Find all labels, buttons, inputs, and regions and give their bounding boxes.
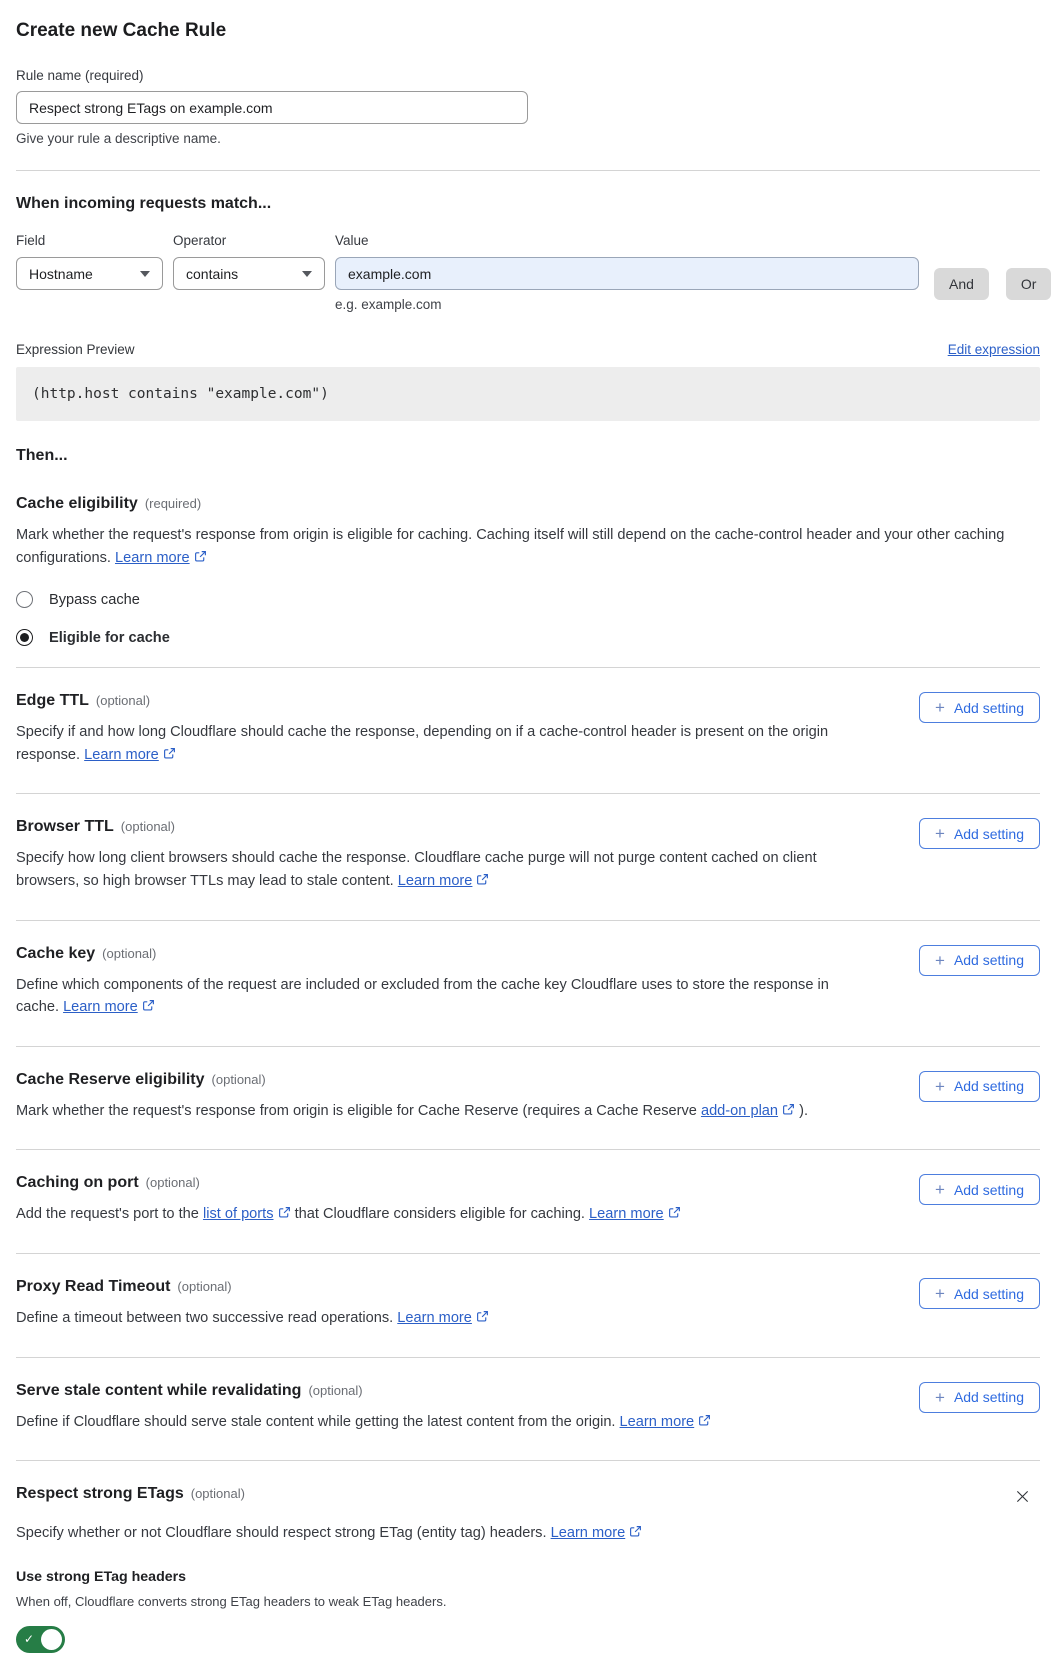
learn-more-link[interactable]: Learn more <box>397 1310 472 1327</box>
optional-badge: (optional) <box>102 945 157 961</box>
plus-icon: + <box>935 1180 945 1200</box>
optional-badge: (optional) <box>120 819 175 835</box>
setting-section <box>16 1253 1040 1357</box>
setting-section-left <box>16 945 866 1019</box>
plus-icon: + <box>935 950 945 970</box>
value-helper: e.g. example.com <box>335 297 442 312</box>
add-setting-button[interactable] <box>919 1382 1040 1413</box>
expression-preview-label: Expression Preview <box>16 342 135 357</box>
radio-dot <box>20 633 29 642</box>
rule-name-input[interactable] <box>16 91 528 124</box>
external-link-icon <box>629 1525 642 1538</box>
optional-badge: (optional) <box>95 693 151 709</box>
field-label: Field <box>16 233 46 248</box>
add-setting-button[interactable] <box>919 692 1040 723</box>
setting-section <box>16 920 1040 1046</box>
setting-title: Browser TTL <box>16 818 114 836</box>
respect-strong-etags-title: Respect strong ETags <box>16 1485 184 1503</box>
setting-head <box>16 945 866 963</box>
learn-more-link[interactable]: list of ports <box>202 1206 274 1223</box>
external-link-icon <box>782 1103 795 1116</box>
plus-icon: + <box>935 1387 945 1407</box>
cache-eligibility-head <box>16 495 1040 513</box>
optional-badge: (optional) <box>145 1175 200 1191</box>
optional-badge: (optional) <box>211 1071 266 1087</box>
add-setting-label: Add setting <box>953 1389 1024 1406</box>
radio-label: Eligible for cache <box>49 629 170 646</box>
rule-name-helper: Give your rule a descriptive name. <box>16 131 221 146</box>
cache-eligibility-option[interactable] <box>16 629 1040 646</box>
strong-etag-toggle[interactable] <box>16 1626 65 1653</box>
setting-section <box>16 667 1040 793</box>
setting-head <box>16 1071 808 1089</box>
add-setting-label: Add setting <box>953 1181 1024 1198</box>
setting-description: Mark whether the request's response from origin is eligible for Cache Reserve (requires a Cache Reserve add-on plan ). <box>16 1102 809 1119</box>
setting-description: Define which components of the request are included or excluded from the cache key Cloudflare uses to store the response in cache. Learn more <box>16 976 829 1016</box>
divider <box>16 170 1040 171</box>
external-link-icon <box>698 1414 711 1427</box>
optional-badge: (optional) <box>308 1382 363 1398</box>
add-setting-button[interactable] <box>919 818 1040 849</box>
add-setting-button[interactable] <box>919 1071 1040 1102</box>
operator-select[interactable] <box>173 257 325 290</box>
add-setting-label: Add setting <box>953 825 1024 842</box>
cache-eligibility-description <box>16 524 1026 569</box>
plus-icon: + <box>935 1076 945 1096</box>
field-column <box>16 233 163 290</box>
cache-eligibility-options <box>16 591 1040 646</box>
external-link-icon <box>476 1310 489 1323</box>
setting-description: Specify how long client browsers should cache the response. Cloudflare cache purge will not purge content cached on client browsers, so high browser TTLs may lead to stale content. Learn more <box>16 850 817 890</box>
respect-strong-etags-description <box>16 1522 1026 1545</box>
setting-head <box>16 1278 489 1296</box>
add-setting-button[interactable] <box>919 1278 1040 1309</box>
radio-icon <box>16 629 33 646</box>
external-link-icon <box>278 1206 291 1219</box>
plus-icon: + <box>935 1284 945 1304</box>
close-icon[interactable] <box>1011 1485 1034 1511</box>
setting-section-left <box>16 692 866 766</box>
radio-icon <box>16 591 33 608</box>
cache-eligibility-description-text: Mark whether the request's response from origin is eligible for caching. Caching itself will still depend on the cache-control header and your other caching configurations. <box>16 527 1005 566</box>
setting-description: Define if Cloudflare should serve stale content while getting the latest content from the origin. Learn more <box>16 1411 711 1434</box>
matcher-heading: When incoming requests match... <box>16 195 272 212</box>
edit-expression-link[interactable]: Edit expression <box>947 342 1040 357</box>
external-link-icon <box>194 550 207 563</box>
add-setting-button[interactable] <box>919 945 1040 976</box>
setting-section <box>16 1149 1040 1253</box>
setting-head <box>16 1174 681 1192</box>
and-button[interactable]: And <box>934 268 989 300</box>
strong-etag-headers-label: Use strong ETag headers <box>16 1568 187 1585</box>
external-link-icon <box>142 999 155 1012</box>
operator-column <box>173 233 325 290</box>
optional-badge: (optional) <box>190 1486 245 1502</box>
setting-section <box>16 1357 1040 1461</box>
respect-strong-etags-head <box>16 1485 1040 1511</box>
learn-more-link[interactable]: Learn more <box>550 1525 626 1542</box>
respect-strong-etags-title-row <box>16 1485 245 1503</box>
setting-section-left <box>16 1071 808 1123</box>
learn-more-link[interactable]: Learn more <box>63 999 138 1016</box>
setting-section-left <box>16 1382 711 1434</box>
learn-more-link[interactable]: Learn more <box>114 549 190 566</box>
rule-name-label: Rule name (required) <box>16 68 144 83</box>
setting-section-left <box>16 1278 489 1330</box>
setting-title: Serve stale content while revalidating <box>16 1381 302 1399</box>
setting-head <box>16 1382 711 1400</box>
rule-name-group <box>16 68 1040 146</box>
chevron-down-icon <box>302 271 312 277</box>
then-heading: Then... <box>16 447 68 464</box>
operator-label: Operator <box>173 233 227 248</box>
optional-badge: (optional) <box>177 1279 232 1295</box>
and-or-buttons <box>934 233 1051 300</box>
cache-eligibility-section <box>16 495 1040 646</box>
setting-head <box>16 692 866 710</box>
plus-icon: + <box>935 824 945 844</box>
or-button[interactable]: Or <box>1006 268 1052 300</box>
add-setting-label: Add setting <box>953 952 1024 969</box>
setting-title: Proxy Read Timeout <box>16 1278 171 1296</box>
add-setting-label: Add setting <box>953 1285 1024 1302</box>
cache-eligibility-option[interactable] <box>16 591 1040 608</box>
respect-strong-etags-description-text: Specify whether or not Cloudflare should respect strong ETag (entity tag) headers. <box>16 1525 551 1542</box>
page-title: Create new Cache Rule <box>16 20 227 41</box>
setting-section-left <box>16 818 866 892</box>
expression-preview-block: (http.host contains "example.com") <box>16 367 1040 421</box>
respect-strong-etags-section <box>16 1460 1040 1653</box>
required-badge: (required) <box>144 496 202 511</box>
setting-description: Add the request's port to the list of ports that Cloudflare considers eligible for caching. Learn more <box>16 1203 681 1226</box>
cache-eligibility-title: Cache eligibility <box>16 495 138 512</box>
setting-head <box>16 818 866 836</box>
learn-more-link[interactable]: Learn more <box>619 1413 695 1430</box>
chevron-down-icon <box>140 271 150 277</box>
field-select-value: Hostname <box>29 265 93 282</box>
value-input[interactable] <box>335 257 919 290</box>
toggle-knob <box>41 1629 62 1650</box>
field-select[interactable] <box>16 257 163 290</box>
setting-description: Define a timeout between two successive read operations. Learn more <box>16 1307 489 1330</box>
setting-description: Specify if and how long Cloudflare should cache the response, depending on if a cache-control header is present on the origin response. Learn more <box>16 724 829 763</box>
matcher-row <box>16 233 1040 312</box>
setting-section <box>16 793 1040 919</box>
setting-title: Cache key <box>16 944 96 962</box>
external-link-icon <box>668 1206 681 1219</box>
radio-dot <box>20 595 29 604</box>
setting-section-left <box>16 1174 681 1226</box>
external-link-icon <box>163 747 176 760</box>
learn-more-link[interactable]: add-on plan <box>700 1102 779 1119</box>
plus-icon: + <box>935 698 945 718</box>
setting-title: Caching on port <box>16 1174 139 1192</box>
setting-section <box>16 1046 1040 1150</box>
learn-more-link[interactable]: Learn more <box>397 873 473 890</box>
expression-header <box>16 342 1040 357</box>
add-setting-label: Add setting <box>953 1078 1024 1095</box>
check-icon: ✓ <box>24 1632 35 1647</box>
value-column <box>335 233 919 312</box>
value-label: Value <box>335 233 369 248</box>
add-setting-button[interactable] <box>919 1174 1040 1205</box>
radio-label: Bypass cache <box>49 591 140 608</box>
add-setting-label: Add setting <box>953 699 1024 716</box>
optional-settings-list <box>16 667 1040 1460</box>
external-link-icon <box>476 873 489 886</box>
setting-title: Cache Reserve eligibility <box>16 1070 205 1088</box>
setting-title: Edge TTL <box>16 692 89 710</box>
strong-etag-headers-helper: When off, Cloudflare converts strong ETag headers to weak ETag headers. <box>16 1593 447 1609</box>
learn-more-link[interactable]: Learn more <box>84 746 159 763</box>
operator-select-value: contains <box>186 265 239 282</box>
learn-more-link[interactable]: Learn more <box>589 1206 664 1223</box>
